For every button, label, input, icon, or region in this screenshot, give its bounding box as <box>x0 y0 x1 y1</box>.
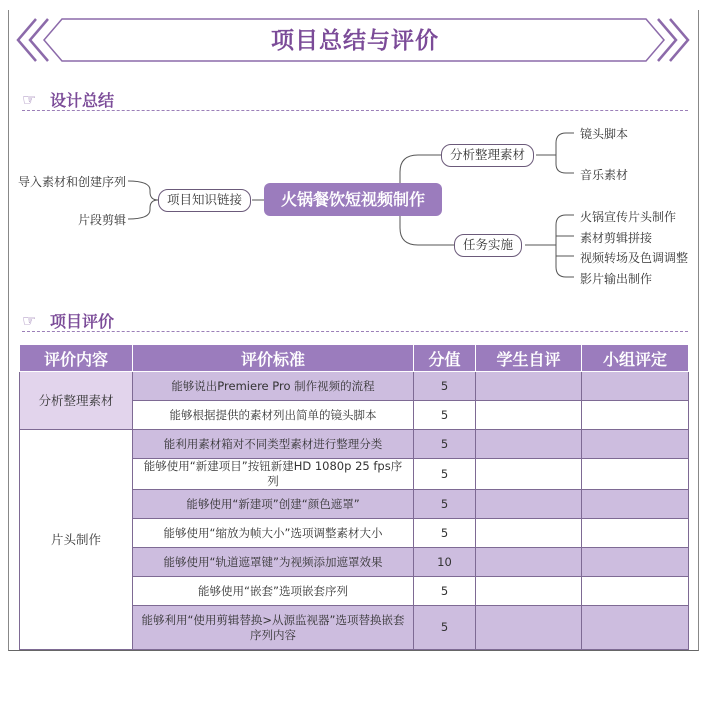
self-eval-cell[interactable] <box>476 548 582 577</box>
category-cell: 片头制作 <box>20 430 133 650</box>
evaluation-table <box>19 344 689 650</box>
group-eval-cell[interactable] <box>582 519 689 548</box>
page-title: 项目总结与评价 <box>271 28 439 54</box>
score-cell: 5 <box>414 519 476 548</box>
score-cell: 5 <box>414 401 476 430</box>
table-row <box>20 372 689 401</box>
header-criterion: 评价标准 <box>133 345 414 372</box>
self-eval-cell[interactable] <box>476 490 582 519</box>
criterion-cell: 能够使用“缩放为帧大小”选项调整素材大小 <box>133 519 414 548</box>
self-eval-cell[interactable] <box>476 459 582 490</box>
criterion-cell: 能够根据提供的素材列出简单的镜头脚本 <box>133 401 414 430</box>
criterion-cell: 能利用素材箱对不同类型素材进行整理分类 <box>133 430 414 459</box>
group-eval-cell[interactable] <box>582 577 689 606</box>
score-cell: 5 <box>414 372 476 401</box>
group-eval-cell[interactable] <box>582 548 689 577</box>
criterion-cell: 能够使用“新建项”创建“颜色遮罩” <box>133 490 414 519</box>
score-cell: 10 <box>414 548 476 577</box>
group-eval-cell[interactable] <box>582 401 689 430</box>
self-eval-cell[interactable] <box>476 606 582 650</box>
score-cell: 5 <box>414 430 476 459</box>
criterion-cell: 能够利用“使用剪辑替换>从源监视器”选项替换嵌套序列内容 <box>133 606 414 650</box>
leaf-intro: 火锅宣传片头制作 <box>580 210 677 224</box>
divider <box>22 331 688 332</box>
branch-analyze: 分析整理素材 <box>441 144 534 167</box>
score-cell: 5 <box>414 606 476 650</box>
table-row <box>20 430 689 459</box>
criterion-cell: 能够使用“新建项目”按钮新建HD 1080p 25 fps序列 <box>133 459 414 490</box>
group-eval-cell[interactable] <box>582 430 689 459</box>
self-eval-cell[interactable] <box>476 577 582 606</box>
pointing-hand-icon: ☞ <box>22 311 37 330</box>
mindmap-center: 火锅餐饮短视频制作 <box>264 183 442 216</box>
self-eval-cell[interactable] <box>476 401 582 430</box>
leaf-transition: 视频转场及色调调整 <box>580 251 689 265</box>
leaf-clip-edit: 片段剪辑 <box>78 213 127 227</box>
header-content: 评价内容 <box>20 345 133 372</box>
group-eval-cell[interactable] <box>582 490 689 519</box>
criterion-cell: 能够使用“嵌套”选项嵌套序列 <box>133 577 414 606</box>
leaf-music: 音乐素材 <box>580 168 629 182</box>
leaf-output: 影片输出制作 <box>580 272 653 286</box>
branch-implement: 任务实施 <box>454 234 522 257</box>
leaf-shot-script: 镜头脚本 <box>580 127 629 141</box>
leaf-import: 导入素材和创建序列 <box>18 175 127 189</box>
header-group-eval: 小组评定 <box>582 345 689 372</box>
self-eval-cell[interactable] <box>476 519 582 548</box>
leaf-splice: 素材剪辑拼接 <box>580 231 653 245</box>
group-eval-cell[interactable] <box>582 459 689 490</box>
branch-knowledge-link: 项目知识链接 <box>158 189 251 212</box>
score-cell: 5 <box>414 577 476 606</box>
group-eval-cell[interactable] <box>582 372 689 401</box>
category-cell: 分析整理素材 <box>20 372 133 430</box>
header-score: 分值 <box>414 345 476 372</box>
self-eval-cell[interactable] <box>476 372 582 401</box>
score-cell: 5 <box>414 490 476 519</box>
pointing-hand-icon: ☞ <box>22 90 37 109</box>
self-eval-cell[interactable] <box>476 430 582 459</box>
score-cell: 5 <box>414 459 476 490</box>
table-header-row <box>20 345 689 372</box>
group-eval-cell[interactable] <box>582 606 689 650</box>
header-self-eval: 学生自评 <box>476 345 582 372</box>
criterion-cell: 能够使用“轨道遮罩键”为视频添加遮罩效果 <box>133 548 414 577</box>
criterion-cell: 能够说出Premiere Pro 制作视频的流程 <box>133 372 414 401</box>
